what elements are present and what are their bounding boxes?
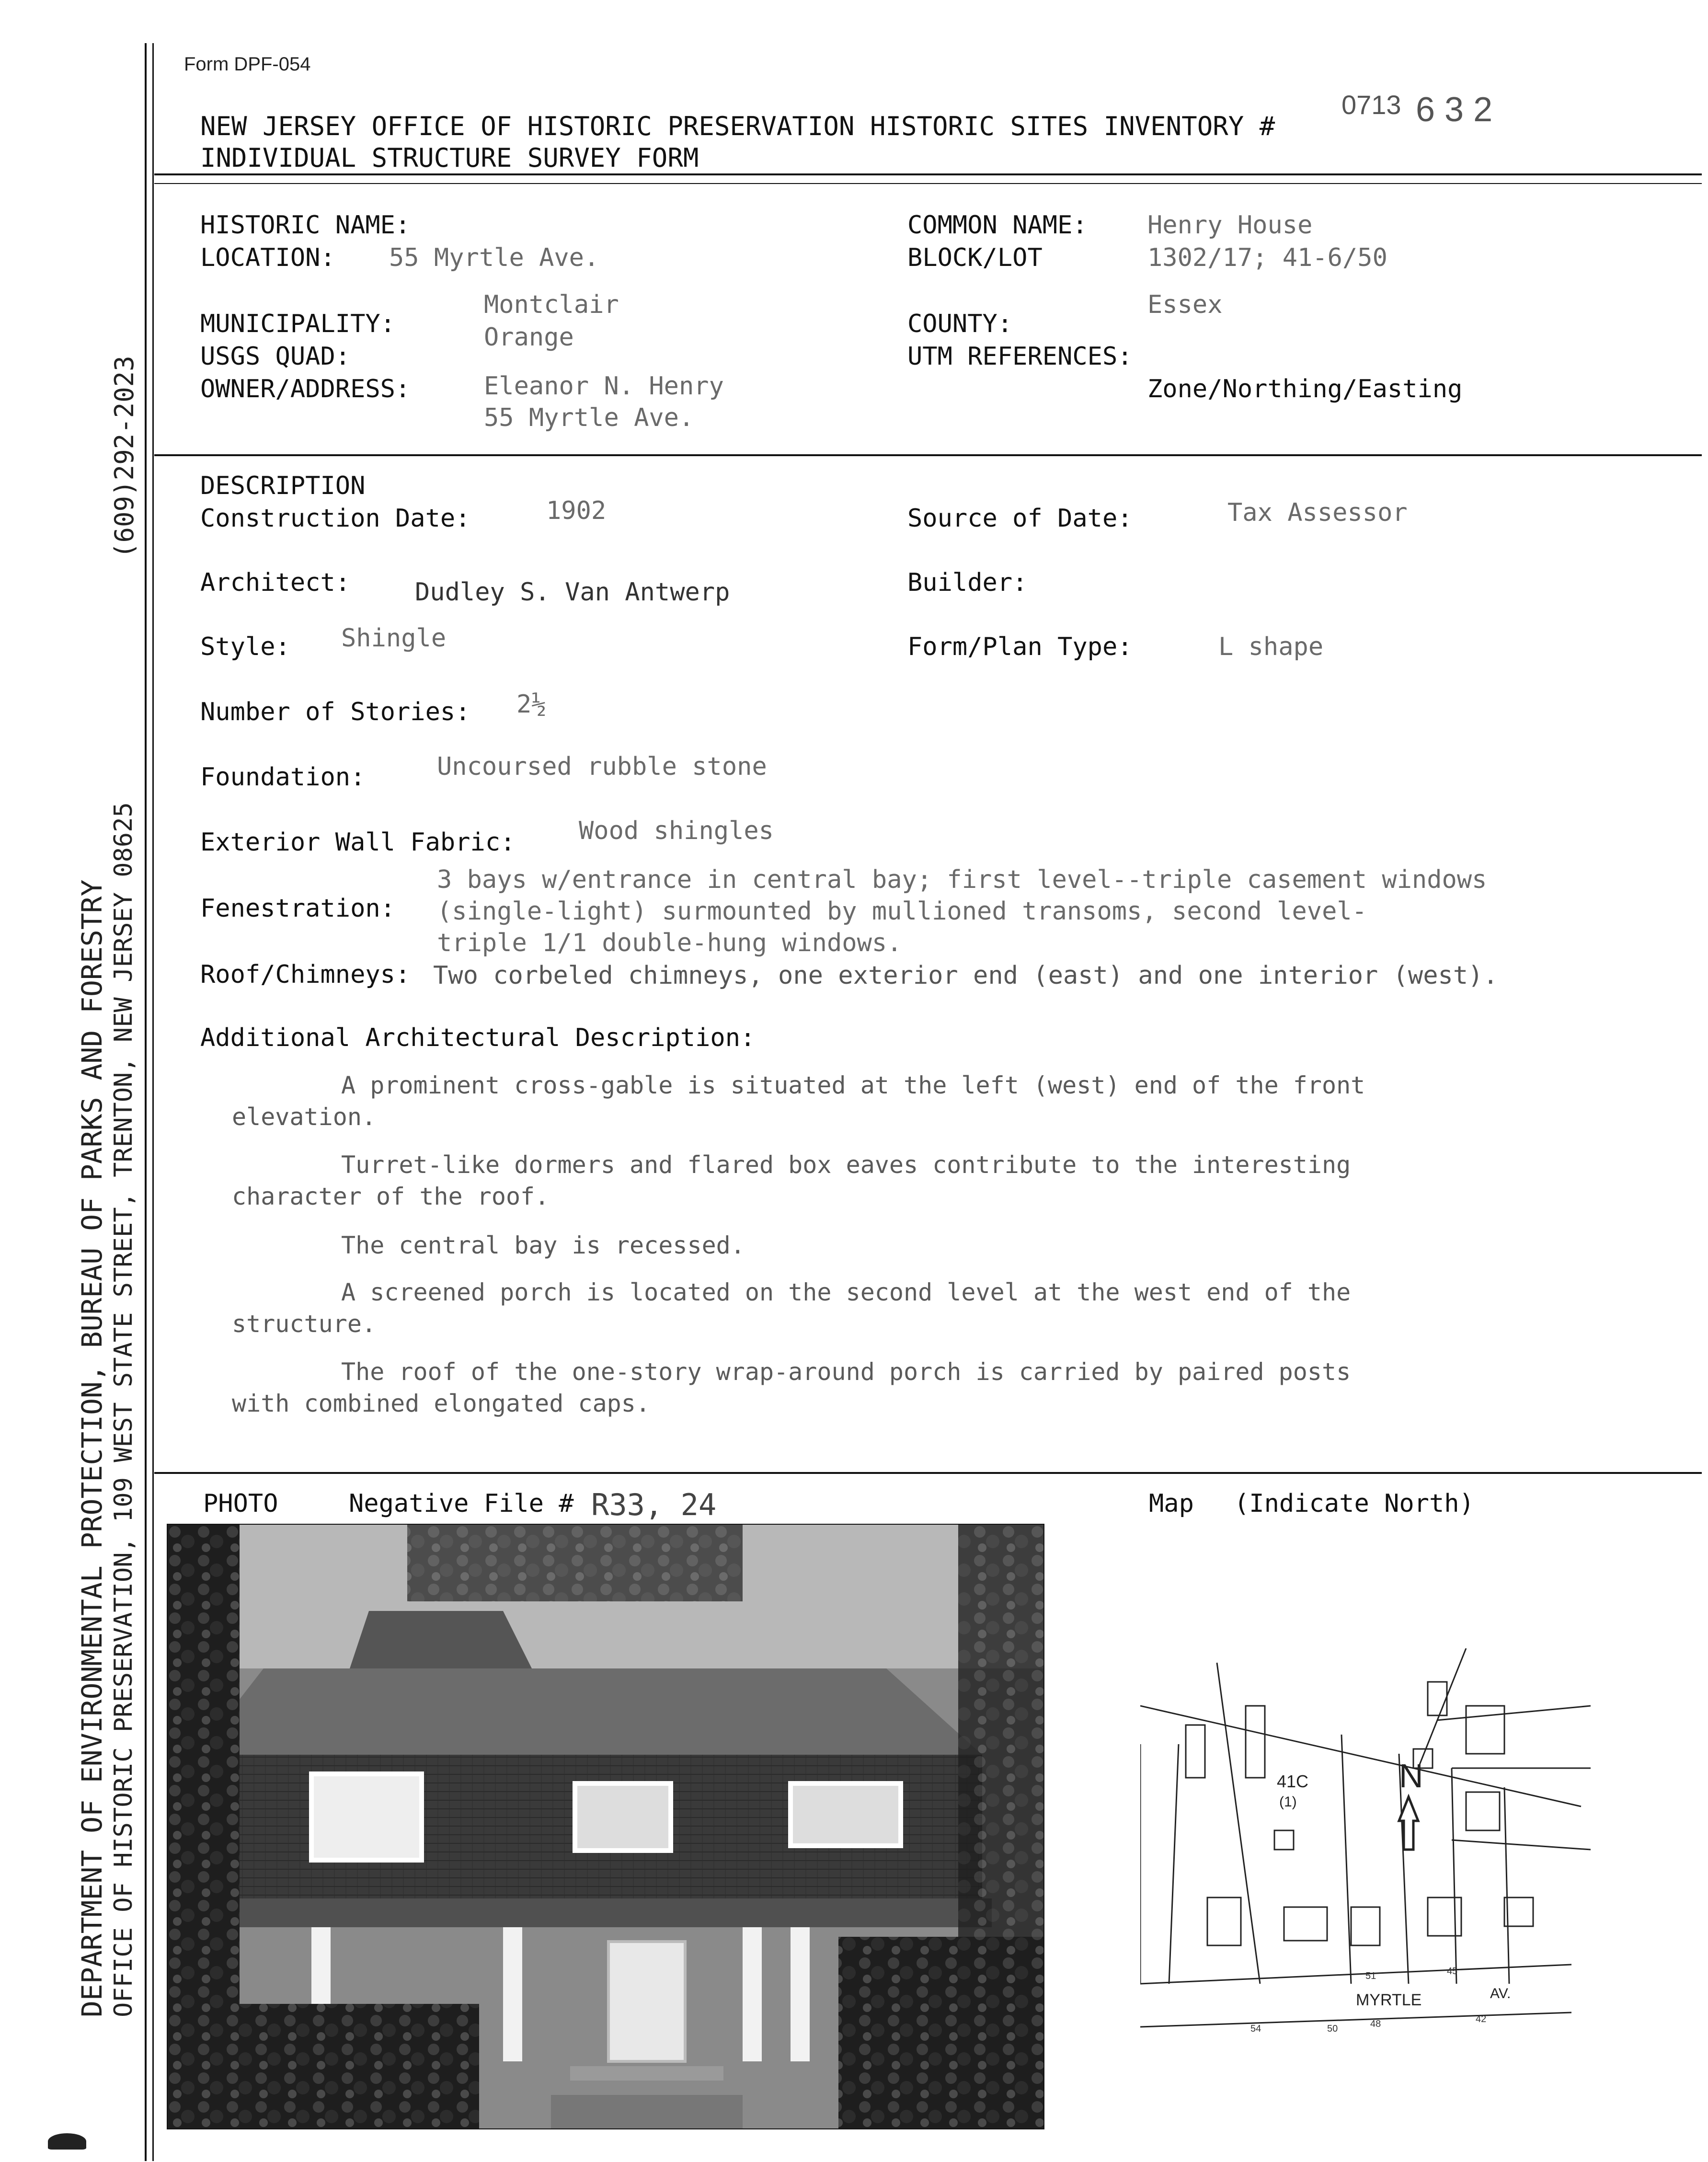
map-number-50: 50 xyxy=(1327,2024,1338,2034)
header-rule-1 xyxy=(154,173,1702,175)
map-number-45: 45 xyxy=(1447,1966,1458,1977)
fenestration-line2: (single-light) surmounted by mullioned transoms, second level- xyxy=(437,897,1367,926)
map-north-letter: N xyxy=(1399,1757,1423,1794)
source-value: Tax Assessor xyxy=(1227,498,1408,527)
common-name-label: COMMON NAME: xyxy=(907,211,1088,240)
map-street: MYRTLE xyxy=(1356,1991,1422,2009)
fenestration-line3: triple 1/1 double-hung windows. xyxy=(437,929,902,957)
form-plan-label: Form/Plan Type: xyxy=(907,632,1133,661)
photo-label: PHOTO xyxy=(203,1489,278,1518)
historic-name-label: HISTORIC NAME: xyxy=(200,211,411,240)
owner-name: Eleanor N. Henry xyxy=(484,372,724,401)
municipality-value: Montclair xyxy=(484,290,619,319)
corner-mark xyxy=(48,2133,86,2150)
house-photo-illustration xyxy=(168,1525,1043,2128)
form-plan-value: L shape xyxy=(1218,632,1324,661)
owner-address: 55 Myrtle Ave. xyxy=(484,403,694,432)
block-lot-label: BLOCK/LOT xyxy=(907,243,1043,272)
style-value: Shingle xyxy=(341,624,447,653)
owner-label: OWNER/ADDRESS: xyxy=(200,375,411,403)
architect-value: Dudley S. Van Antwerp xyxy=(415,578,730,607)
inventory-number: 6 3 2 xyxy=(1416,91,1493,129)
additional-p4b: structure. xyxy=(232,1310,377,1338)
wall-value: Wood shingles xyxy=(579,816,774,845)
form-id: Form DPF-054 xyxy=(184,54,311,75)
architect-label: Architect: xyxy=(200,568,351,597)
additional-heading: Additional Architectural Description: xyxy=(200,1024,756,1052)
utm-format: Zone/Northing/Easting xyxy=(1147,375,1463,403)
map-label: Map xyxy=(1149,1489,1194,1518)
county-label: COUNTY: xyxy=(907,310,1013,338)
photo-section-rule xyxy=(154,1472,1702,1474)
location-label: LOCATION: xyxy=(200,243,335,272)
identification-rule xyxy=(154,454,1702,456)
fenestration-label: Fenestration: xyxy=(200,894,395,923)
margin-dept: DEPARTMENT OF ENVIRONMENTAL PROTECTION, BUREAU OF PARKS AND FORESTRY xyxy=(76,879,108,2017)
wall-label: Exterior Wall Fabric: xyxy=(200,828,516,857)
map-number-42: 42 xyxy=(1476,2014,1487,2024)
map-street-suffix: AV. xyxy=(1490,1986,1511,2001)
additional-p1a: A prominent cross-gable is situated at the left (west) end of the front xyxy=(341,1071,1365,1099)
additional-p3: The central bay is recessed. xyxy=(341,1231,745,1259)
map-number-48: 48 xyxy=(1370,2019,1381,2029)
usgs-quad-label: USGS QUAD: xyxy=(200,342,351,371)
additional-p1b: elevation. xyxy=(232,1103,377,1131)
inventory-prefix: 0713 xyxy=(1341,90,1401,120)
map-number-54: 54 xyxy=(1250,2024,1261,2034)
builder-label: Builder: xyxy=(907,568,1028,597)
map-lot-sub: (1) xyxy=(1279,1794,1297,1810)
map-north-label: (Indicate North) xyxy=(1234,1489,1474,1518)
usgs-quad-value: Orange xyxy=(484,323,574,352)
utm-label: UTM REFERENCES: xyxy=(907,342,1133,371)
left-rule-inner xyxy=(152,43,154,2161)
stories-label: Number of Stories: xyxy=(200,698,470,726)
construction-date-value: 1902 xyxy=(546,496,607,525)
foundation-label: Foundation: xyxy=(200,763,366,792)
additional-p4a: A screened porch is located on the second level at the west end of the xyxy=(341,1278,1351,1306)
common-name-value: Henry House xyxy=(1147,211,1313,240)
roof-value: Two corbeled chimneys, one exterior end (east) and one interior (west). xyxy=(433,961,1498,990)
additional-p2a: Turret-like dormers and flared box eaves contribute to the interesting xyxy=(341,1151,1351,1179)
location-value: 55 Myrtle Ave. xyxy=(389,243,599,272)
block-lot-value: 1302/17; 41-6/50 xyxy=(1147,243,1387,272)
municipality-label: MUNICIPALITY: xyxy=(200,310,395,338)
foundation-value: Uncoursed rubble stone xyxy=(437,752,767,781)
style-label: Style: xyxy=(200,632,290,661)
left-rule-outer xyxy=(145,43,147,2161)
margin-phone: (609)292-2023 xyxy=(109,356,139,558)
header-line1: NEW JERSEY OFFICE OF HISTORIC PRESERVATION HISTORIC SITES INVENTORY # xyxy=(200,111,1275,141)
header-line2: INDIVIDUAL STRUCTURE SURVEY FORM xyxy=(200,143,699,173)
county-value: Essex xyxy=(1147,290,1223,319)
source-label: Source of Date: xyxy=(907,504,1133,533)
map-number-51: 51 xyxy=(1365,1971,1376,1981)
roof-label: Roof/Chimneys: xyxy=(200,960,411,989)
margin-office: OFFICE OF HISTORIC PRESERVATION, 109 WEST STATE STREET, TRENTON, NEW JERSEY 08625 xyxy=(109,802,138,2017)
description-heading: DESCRIPTION xyxy=(200,472,366,500)
site-map xyxy=(1140,1648,1591,2056)
negative-value: R33, 24 xyxy=(591,1487,717,1522)
stories-value: 2½ xyxy=(516,690,547,719)
additional-p5b: with combined elongated caps. xyxy=(232,1390,650,1417)
negative-label: Negative File # xyxy=(349,1489,574,1518)
additional-p5a: The roof of the one-story wrap-around porch is carried by paired posts xyxy=(341,1358,1351,1386)
additional-p2b: character of the roof. xyxy=(232,1183,550,1210)
map-lot-label: 41C xyxy=(1277,1771,1309,1791)
fenestration-line1: 3 bays w/entrance in central bay; first level--triple casement windows xyxy=(437,865,1487,894)
construction-date-label: Construction Date: xyxy=(200,504,470,533)
house-photo xyxy=(167,1524,1044,2129)
header-rule-2 xyxy=(154,183,1702,184)
site-map-drawing xyxy=(1140,1648,1591,2056)
